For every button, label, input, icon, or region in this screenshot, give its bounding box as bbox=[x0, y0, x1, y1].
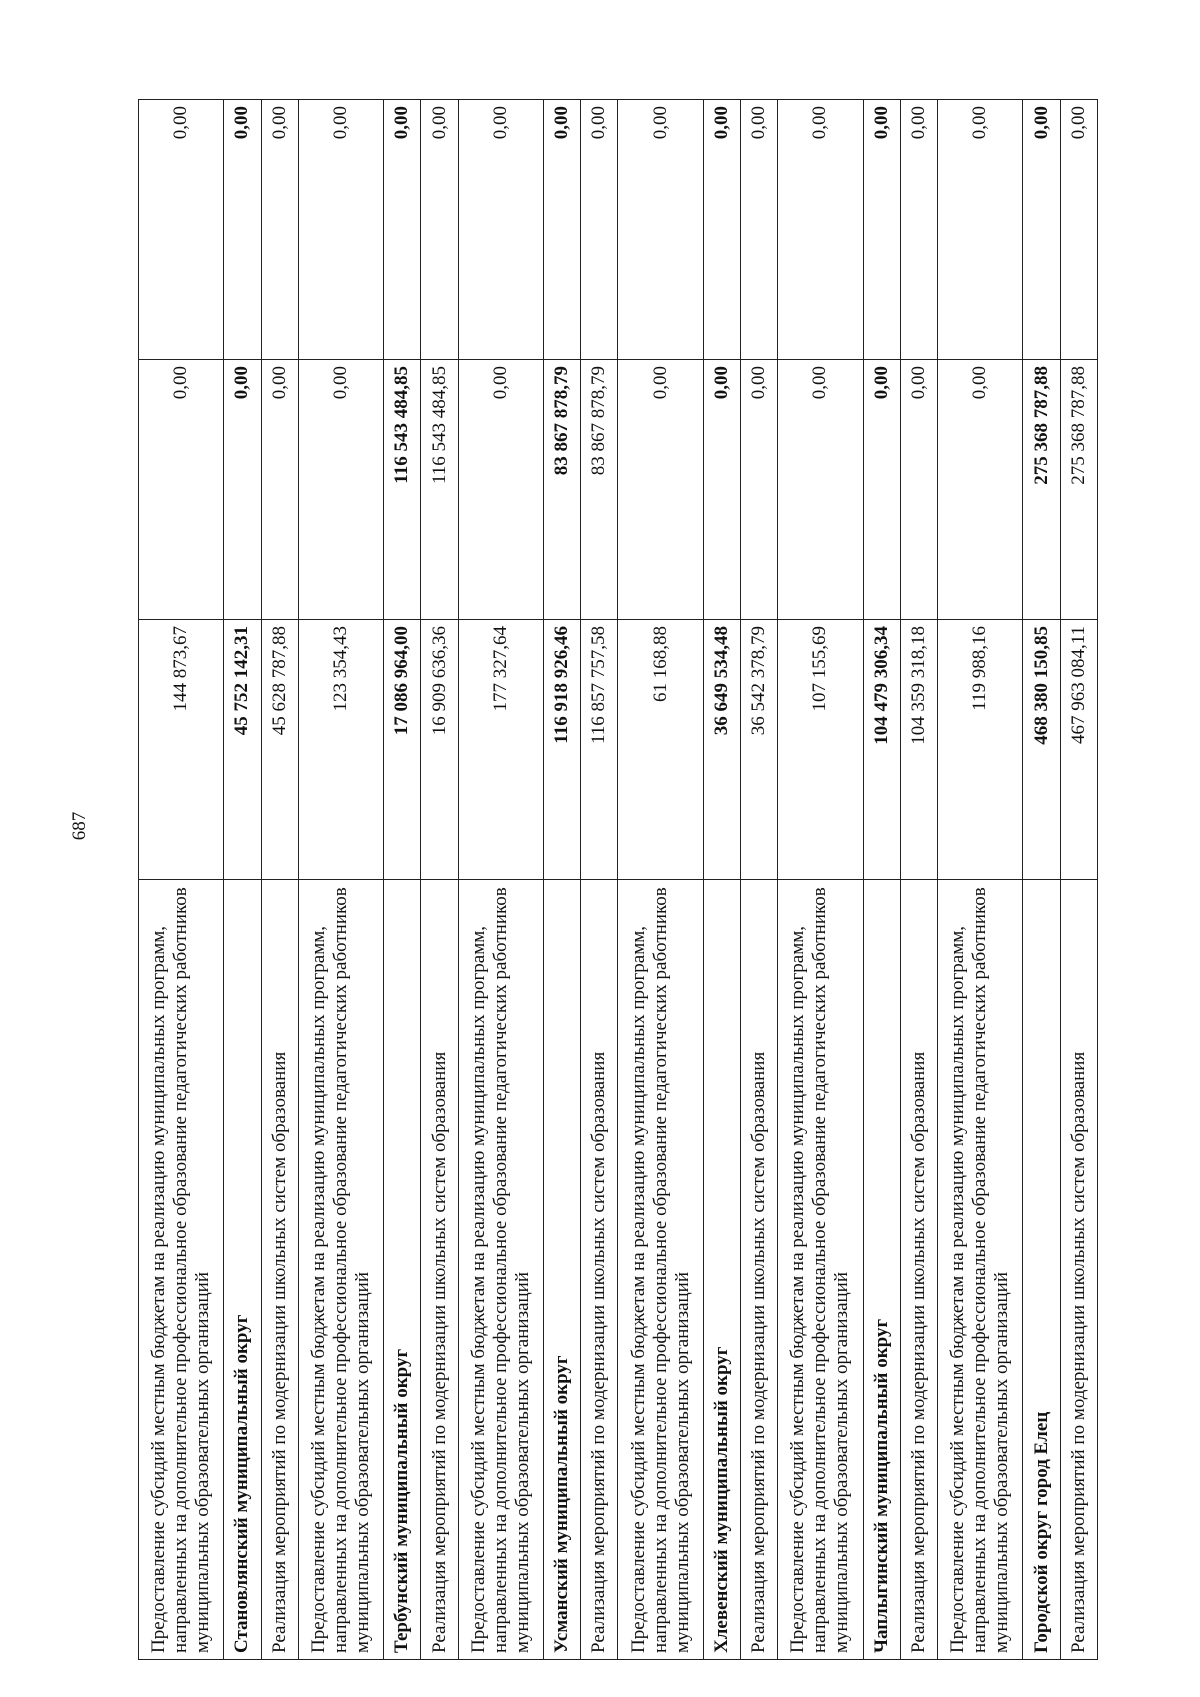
value-2024-cell: 0,00 bbox=[741, 360, 778, 620]
row-name-cell: Городской округ город Елец bbox=[1023, 880, 1060, 1660]
value-2023-cell: 107 155,69 bbox=[778, 620, 863, 880]
value-2025-cell: 0,00 bbox=[581, 100, 618, 360]
row-name-cell: Становлянский муниципальный округ bbox=[224, 880, 261, 1660]
table-row bbox=[741, 100, 778, 1660]
value-2025-cell: 0,00 bbox=[458, 100, 543, 360]
value-2024-cell: 0,00 bbox=[938, 360, 1023, 620]
value-2023-cell: 144 873,67 bbox=[139, 620, 224, 880]
row-name-cell: Усманский муниципальный округ bbox=[544, 880, 581, 1660]
value-2025-cell: 0,00 bbox=[900, 100, 937, 360]
row-name-cell: Реализация мероприятий по модернизации школьных систем образования bbox=[741, 880, 778, 1660]
row-name-cell: Реализация мероприятий по модернизации школьных систем образования bbox=[900, 880, 937, 1660]
value-2025-cell: 0,00 bbox=[298, 100, 383, 360]
table-row bbox=[618, 100, 703, 1660]
value-2024-cell: 0,00 bbox=[703, 360, 740, 620]
row-name-cell: Чаплыгинский муниципальный округ bbox=[863, 880, 900, 1660]
value-2023-cell: 104 359 318,18 bbox=[900, 620, 937, 880]
value-2023-cell: 16 909 636,36 bbox=[421, 620, 458, 880]
row-name-cell: Предоставление субсидий местным бюджетам на реализацию муниципальных программ, направленных на дополнительное профессиональное образование педагогических работников муниципальных образовательных организаций bbox=[618, 880, 703, 1660]
value-2025-cell: 0,00 bbox=[741, 100, 778, 360]
table-row bbox=[778, 100, 863, 1660]
table-row bbox=[1060, 100, 1097, 1660]
table-row bbox=[458, 100, 543, 1660]
budget-table-body bbox=[139, 100, 1098, 1660]
row-name-cell: Реализация мероприятий по модернизации школьных систем образования bbox=[261, 880, 298, 1660]
budget-table bbox=[138, 99, 1098, 1660]
value-2024-cell: 0,00 bbox=[458, 360, 543, 620]
value-2023-cell: 36 649 534,48 bbox=[703, 620, 740, 880]
row-name-cell: Предоставление субсидий местным бюджетам на реализацию муниципальных программ, направленных на дополнительное профессиональное образование педагогических работников муниципальных образовательных организаций bbox=[298, 880, 383, 1660]
value-2024-cell: 116 543 484,85 bbox=[384, 360, 421, 620]
value-2025-cell: 0,00 bbox=[224, 100, 261, 360]
value-2024-cell: 0,00 bbox=[139, 360, 224, 620]
district-total-row bbox=[224, 100, 261, 1660]
value-2025-cell: 0,00 bbox=[863, 100, 900, 360]
value-2023-cell: 61 168,88 bbox=[618, 620, 703, 880]
table-row bbox=[261, 100, 298, 1660]
value-2024-cell: 116 543 484,85 bbox=[421, 360, 458, 620]
value-2024-cell: 0,00 bbox=[224, 360, 261, 620]
value-2025-cell: 0,00 bbox=[1060, 100, 1097, 360]
district-total-row bbox=[1023, 100, 1060, 1660]
value-2023-cell: 119 988,16 bbox=[938, 620, 1023, 880]
row-name-cell: Предоставление субсидий местным бюджетам на реализацию муниципальных программ, направленных на дополнительное профессиональное образование педагогических работников муниципальных образовательных организаций bbox=[938, 880, 1023, 1660]
rotated-table-frame bbox=[138, 100, 1098, 1660]
value-2023-cell: 467 963 084,11 bbox=[1060, 620, 1097, 880]
district-total-row bbox=[863, 100, 900, 1660]
value-2025-cell: 0,00 bbox=[938, 100, 1023, 360]
table-row bbox=[938, 100, 1023, 1660]
table-row bbox=[139, 100, 224, 1660]
value-2023-cell: 45 628 787,88 bbox=[261, 620, 298, 880]
value-2024-cell: 0,00 bbox=[900, 360, 937, 620]
value-2024-cell: 275 368 787,88 bbox=[1023, 360, 1060, 620]
value-2023-cell: 17 086 964,00 bbox=[384, 620, 421, 880]
value-2024-cell: 83 867 878,79 bbox=[544, 360, 581, 620]
value-2023-cell: 45 752 142,31 bbox=[224, 620, 261, 880]
row-name-cell: Предоставление субсидий местным бюджетам на реализацию муниципальных программ, направленных на дополнительное профессиональное образование педагогических работников муниципальных образовательных организаций bbox=[139, 880, 224, 1660]
table-row bbox=[581, 100, 618, 1660]
value-2023-cell: 116 857 757,58 bbox=[581, 620, 618, 880]
row-name-cell: Реализация мероприятий по модернизации школьных систем образования bbox=[581, 880, 618, 1660]
value-2023-cell: 468 380 150,85 bbox=[1023, 620, 1060, 880]
table-row bbox=[298, 100, 383, 1660]
value-2024-cell: 0,00 bbox=[618, 360, 703, 620]
page-number: 687 bbox=[69, 811, 90, 841]
value-2025-cell: 0,00 bbox=[703, 100, 740, 360]
value-2025-cell: 0,00 bbox=[778, 100, 863, 360]
value-2023-cell: 104 479 306,34 bbox=[863, 620, 900, 880]
value-2024-cell: 0,00 bbox=[863, 360, 900, 620]
district-total-row bbox=[384, 100, 421, 1660]
value-2024-cell: 0,00 bbox=[261, 360, 298, 620]
row-name-cell: Хлевенский муниципальный округ bbox=[703, 880, 740, 1660]
value-2025-cell: 0,00 bbox=[139, 100, 224, 360]
value-2025-cell: 0,00 bbox=[261, 100, 298, 360]
row-name-cell: Предоставление субсидий местным бюджетам на реализацию муниципальных программ, направленных на дополнительное профессиональное образование педагогических работников муниципальных образовательных организаций bbox=[778, 880, 863, 1660]
value-2023-cell: 177 327,64 bbox=[458, 620, 543, 880]
value-2025-cell: 0,00 bbox=[421, 100, 458, 360]
row-name-cell: Реализация мероприятий по модернизации школьных систем образования bbox=[421, 880, 458, 1660]
value-2025-cell: 0,00 bbox=[384, 100, 421, 360]
value-2023-cell: 36 542 378,79 bbox=[741, 620, 778, 880]
value-2025-cell: 0,00 bbox=[1023, 100, 1060, 360]
row-name-cell: Тербунский муниципальный округ bbox=[384, 880, 421, 1660]
value-2024-cell: 0,00 bbox=[778, 360, 863, 620]
value-2024-cell: 0,00 bbox=[298, 360, 383, 620]
value-2025-cell: 0,00 bbox=[544, 100, 581, 360]
value-2024-cell: 83 867 878,79 bbox=[581, 360, 618, 620]
value-2024-cell: 275 368 787,88 bbox=[1060, 360, 1097, 620]
value-2025-cell: 0,00 bbox=[618, 100, 703, 360]
row-name-cell: Реализация мероприятий по модернизации школьных систем образования bbox=[1060, 880, 1097, 1660]
value-2023-cell: 123 354,43 bbox=[298, 620, 383, 880]
district-total-row bbox=[703, 100, 740, 1660]
table-row bbox=[900, 100, 937, 1660]
value-2023-cell: 116 918 926,46 bbox=[544, 620, 581, 880]
district-total-row bbox=[544, 100, 581, 1660]
table-row bbox=[421, 100, 458, 1660]
row-name-cell: Предоставление субсидий местным бюджетам на реализацию муниципальных программ, направленных на дополнительное профессиональное образование педагогических работников муниципальных образовательных организаций bbox=[458, 880, 543, 1660]
